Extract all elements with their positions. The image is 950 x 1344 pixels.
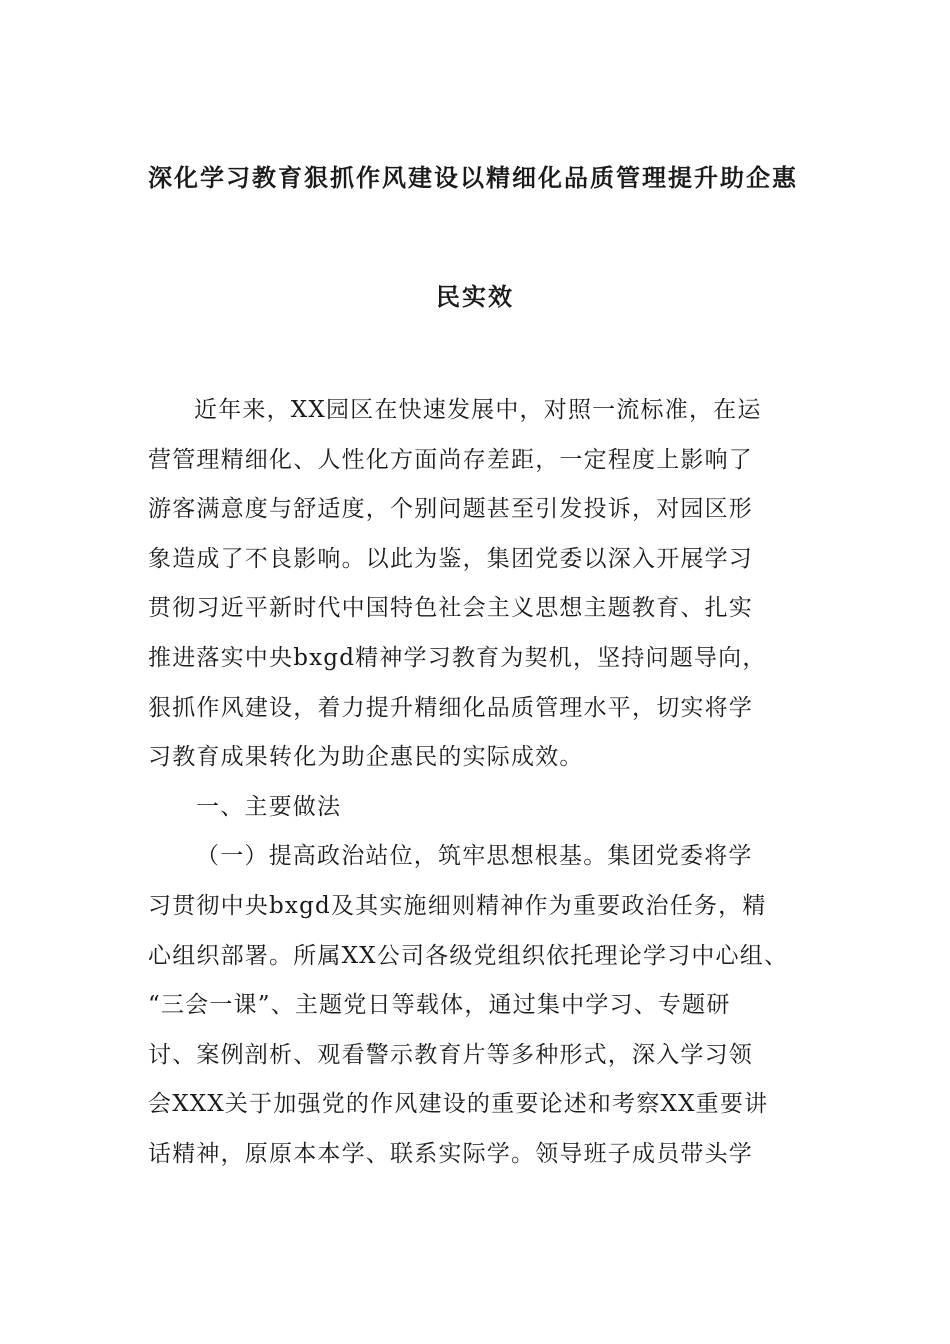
paragraph-line: 营管理精细化、人性化方面尚存差距，一定程度上影响了 (148, 446, 753, 473)
subsection-line: 心组织部署。所属XX公司各级党组织依托理论学习中心组、 (148, 942, 789, 969)
paragraph-line: 近年来，XX园区在快速发展中，对照一流标准，在运 (194, 397, 762, 423)
subsection-line: （一）提高政治站位，筑牢思想根基。集团党委将学 (196, 843, 753, 870)
paragraph-line: 贯彻习近平新时代中国特色社会主义思想主题教育、扎实 (148, 595, 753, 622)
document-body (148, 386, 810, 1180)
paragraph-line: 狠抓作风建设，着力提升精细化品质管理水平，切实将学 (148, 694, 753, 721)
paragraph-line: 习教育成果转化为助企惠民的实际成效。 (148, 744, 584, 771)
paragraph-line: 推进落实中央bxgd精神学习教育为契机，坚持问题导向， (148, 644, 767, 671)
subsection-line: 讨、案例剖析、观看警示教育片等多种形式，深入学习领 (148, 1041, 753, 1068)
section-heading: 一、主要做法 (196, 793, 342, 820)
subsection-line: 话精神，原原本本学、联系实际学。领导班子成员带头学 (148, 1140, 753, 1167)
paragraph-line: 游客满意度与舒适度，个别问题甚至引发投诉，对园区形 (148, 496, 753, 523)
paragraph-line: 象造成了不良影响。以此为鉴，集团党委以深入开展学习 (148, 545, 753, 572)
document-title-line-2: 民实效 (436, 282, 514, 311)
subsection-line: 会XXX关于加强党的作风建设的重要论述和考察XX重要讲 (148, 1091, 769, 1118)
subsection-line: “三会一课”、主题党日等载体，通过集中学习、专题研 (148, 992, 731, 1019)
document-title-line-1: 深化学习教育狠抓作风建设以精细化品质管理提升助企惠 (148, 163, 798, 192)
subsection-line: 习贯彻中央bxgd及其实施细则精神作为重要政治任务，精 (148, 892, 767, 919)
